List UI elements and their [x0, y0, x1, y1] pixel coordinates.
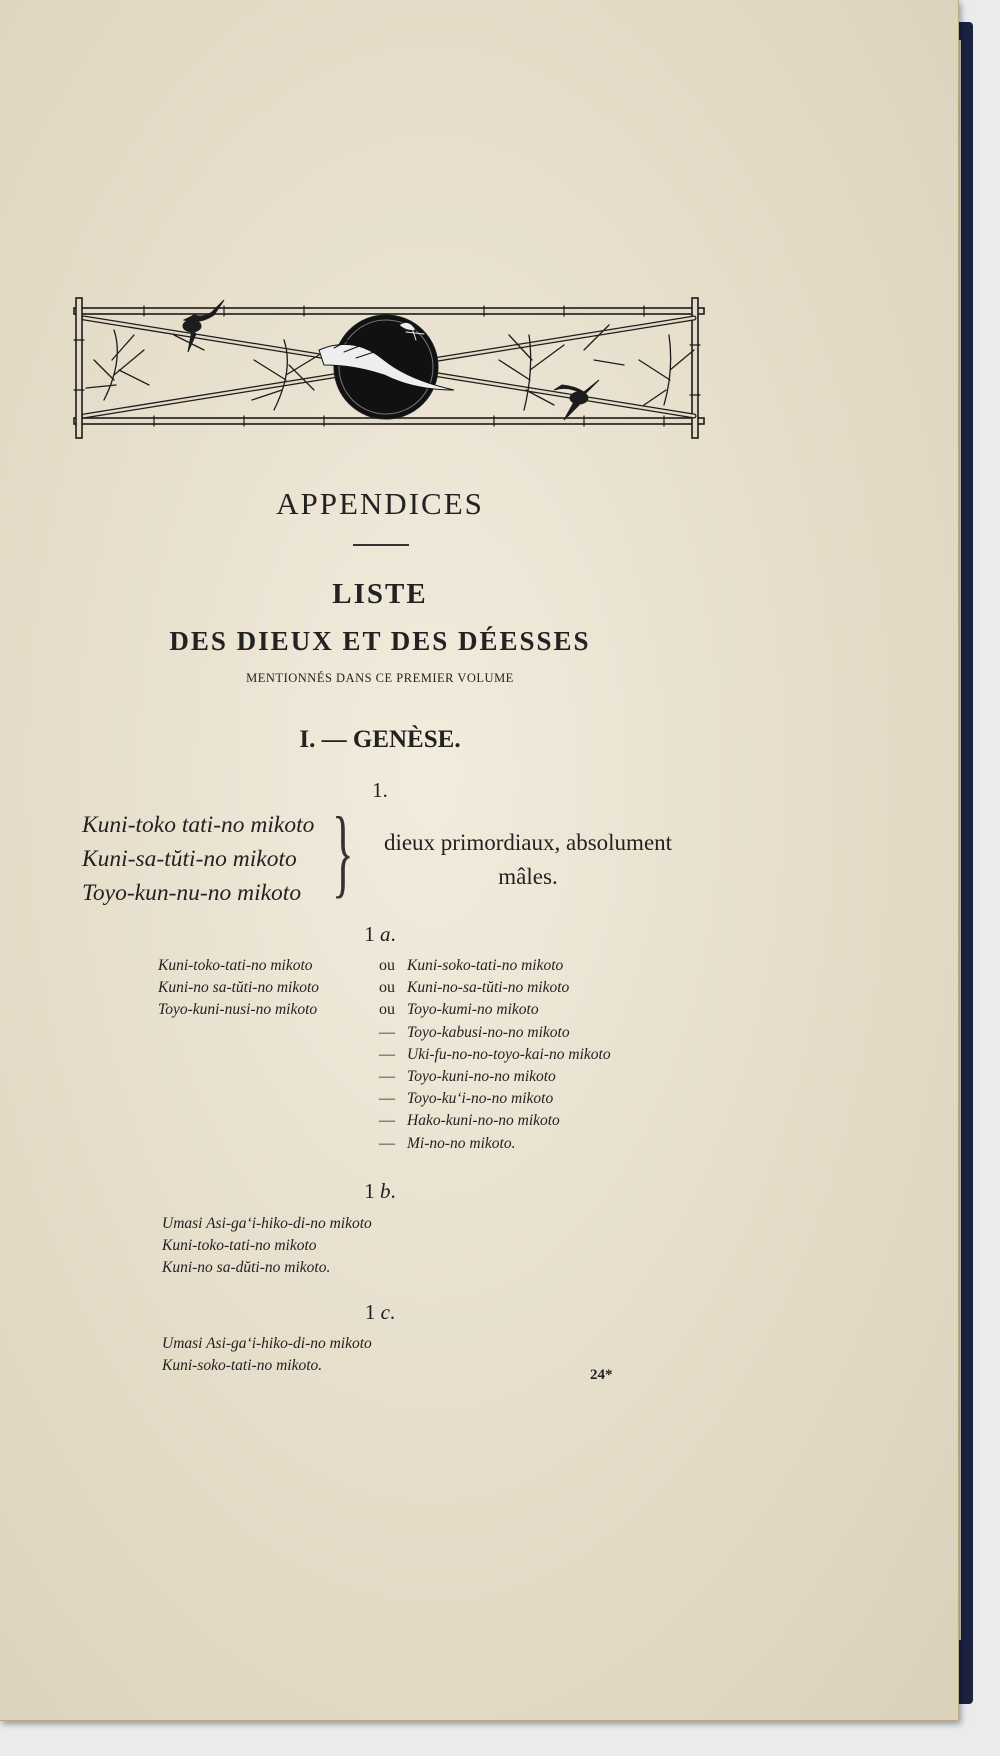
heading-liste: LISTE — [332, 578, 428, 610]
group-1-name: Toyo-kun-nu-no mikoto — [82, 880, 302, 906]
group-1b-number — [0, 1179, 760, 1204]
name-line: Umasi Asi-ga‘i-hiko-di-no mikoto — [162, 1215, 372, 1232]
description-line: dieux primordiaux, absolument — [383, 830, 673, 855]
brace: } — [332, 796, 354, 907]
group-letter: b — [380, 1179, 391, 1203]
separator: ou — [379, 1001, 395, 1019]
variant-line: Toyo-kuni-no-no mikoto — [407, 1068, 556, 1086]
separator: ou — [379, 979, 395, 997]
separator: — — [379, 1045, 395, 1063]
group-1a-variants — [407, 955, 611, 1155]
name-line: Umasi Asi-ga‘i-hiko-di-no mikoto — [162, 1335, 372, 1352]
name-line: Kuni-no sa-dŭti-no mikoto. — [162, 1259, 331, 1277]
group-1-number: 1. — [372, 778, 388, 802]
description-line: mâles. — [498, 864, 558, 889]
name-line: Kuni-no sa-tŭti-no mikoto — [158, 979, 320, 997]
section-heading: I. — GENÈSE. — [299, 726, 461, 753]
signature-mark: 24* — [590, 1367, 613, 1383]
variant-line: Uki-fu-no-no-toyo-kai-no mikoto — [407, 1045, 611, 1063]
separator: — — [379, 1090, 395, 1108]
divider — [353, 544, 409, 546]
name-line: Kuni-soko-tati-no mikoto. — [162, 1357, 323, 1375]
group-1b-names — [162, 1213, 372, 1280]
page-title: APPENDICES — [276, 486, 484, 521]
group-number-suffix: . — [389, 1300, 396, 1324]
group-number-suffix: . — [390, 922, 396, 946]
name-line: Kuni-toko-tati-no mikoto — [158, 957, 313, 974]
group-1-description — [358, 826, 698, 894]
bamboo-banner-ornament — [64, 290, 714, 450]
separator: ou — [379, 957, 395, 974]
variant-line: Toyo-kumi-no mikoto — [407, 1001, 539, 1019]
group-1-names — [82, 808, 314, 910]
variant-line: Toyo-kabusi-no-no mikoto — [407, 1023, 570, 1041]
group-number: 1 — [364, 1179, 375, 1203]
name-line: Toyo-kuni-nusi-no mikoto — [158, 1001, 318, 1019]
group-number-suffix: . — [390, 1179, 396, 1203]
group-1c-number — [0, 1300, 760, 1325]
separator: — — [379, 1112, 395, 1130]
name-line: Kuni-toko-tati-no mikoto — [162, 1237, 317, 1255]
heading-mention: MENTIONNÉS DANS CE PREMIER VOLUME — [246, 671, 514, 685]
separator: — — [379, 1134, 395, 1152]
group-letter: c — [380, 1300, 390, 1324]
group-1a-separators — [376, 955, 398, 1155]
heading-subtitle: DES DIEUX ET DES DÉESSES — [169, 626, 591, 656]
group-1a-names — [158, 955, 319, 1022]
group-1c-names — [162, 1333, 372, 1377]
separator: — — [379, 1023, 395, 1041]
variant-line: Hako-kuni-no-no mikoto — [407, 1112, 560, 1130]
separator: — — [379, 1068, 395, 1086]
variant-line: Mi-no-no mikoto. — [407, 1134, 516, 1152]
group-letter: a — [380, 922, 391, 946]
group-number: 1 — [364, 1300, 376, 1324]
group-number: 1 — [364, 922, 375, 946]
variant-line: Kuni-soko-tati-no mikoto — [407, 957, 564, 974]
variant-line: Toyo-ku‘i-no-no mikoto — [407, 1090, 554, 1108]
group-1-name: Kuni-toko tati-no mikoto — [82, 812, 315, 838]
group-1-name: Kuni-sa-tŭti-no mikoto — [82, 846, 297, 872]
variant-line: Kuni-no-sa-tŭti-no mikoto — [407, 979, 570, 997]
group-1a-number — [0, 922, 760, 947]
